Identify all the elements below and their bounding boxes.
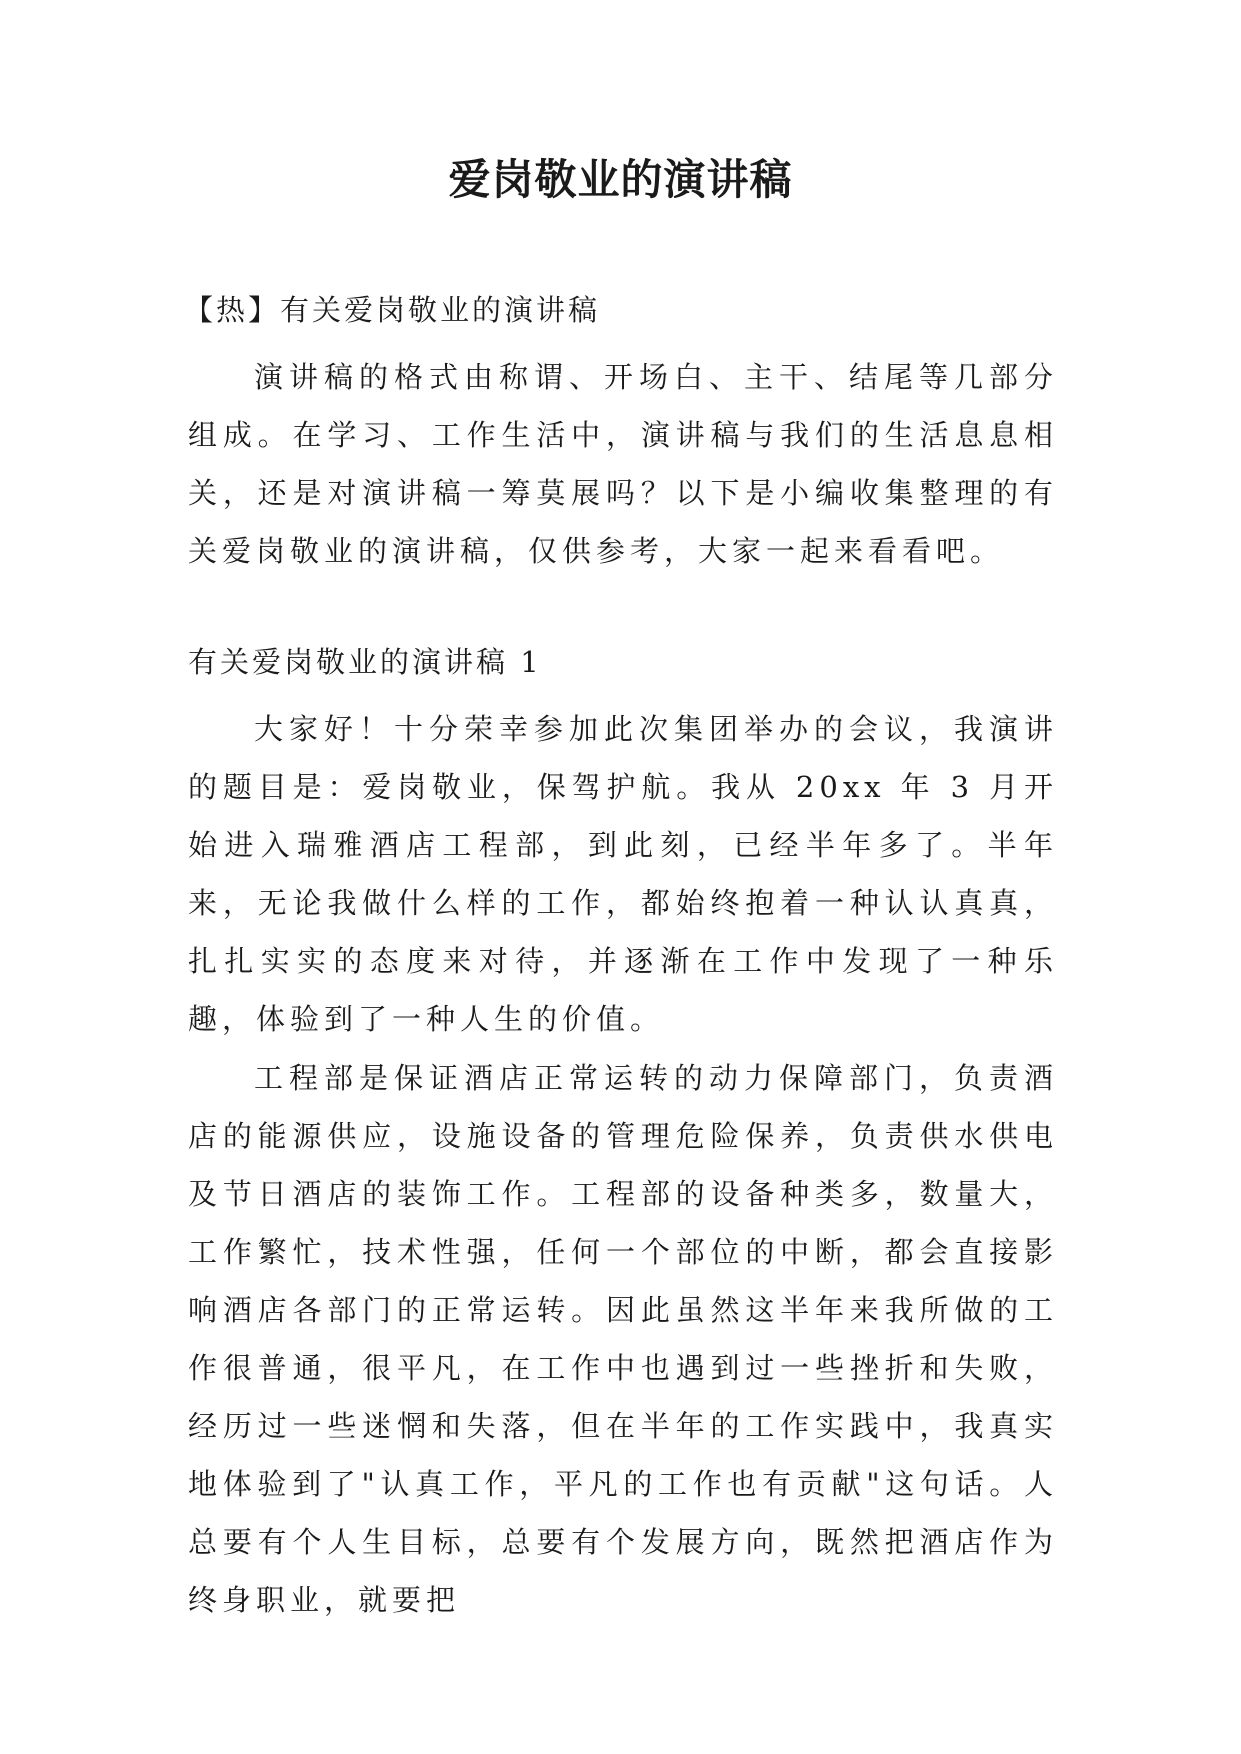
intro-paragraph: 演讲稿的格式由称谓、开场白、主干、结尾等几部分组成。在学习、工作生活中，演讲稿与我们的生活息息相关，还是对演讲稿一筹莫展吗？以下是小编收集整理的有关爱岗敬业的演讲稿，仅供参考，大家一起来看看吧。 <box>188 360 1058 568</box>
section-heading: 有关爱岗敬业的演讲稿 1 <box>188 645 542 679</box>
document-subtitle: 【热】有关爱岗敬业的演讲稿 <box>184 293 601 327</box>
body-paragraph-2: 工程部是保证酒店正常运转的动力保障部门，负责酒店的能源供应，设施设备的管理危险保养，负责供水供电及节日酒店的装饰工作。工程部的设备种类多，数量大，工作繁忙，技术性强，任何一个部位的中断，都会直接影响酒店各部门的正常运转。因此虽然这半年来我所做的工作很普通，很平凡，在工作中也遇到过一些挫折和失败，经历过一些迷惘和失落，但在半年的工作实践中，我真实地体验到了"认真工作，平凡的工作也有贡献"这句话。人总要有个人生目标，总要有个发展方向，既然把酒店作为终身职业，就要把 <box>188 1061 1058 1617</box>
body-paragraph-1: 大家好！十分荣幸参加此次集团举办的会议，我演讲的题目是：爱岗敬业，保驾护航。我从 20xx 年 3 月开始进入瑞雅酒店工程部，到此刻，已经半年多了。半年来，无论我做什么样的工作，都始终抱着一种认认真真，扎扎实实的态度来对待，并逐渐在工作中发现了一种乐趣，体验到了一种人生的价值。 <box>188 712 1058 1036</box>
document-title: 爱岗敬业的演讲稿 <box>448 155 793 204</box>
